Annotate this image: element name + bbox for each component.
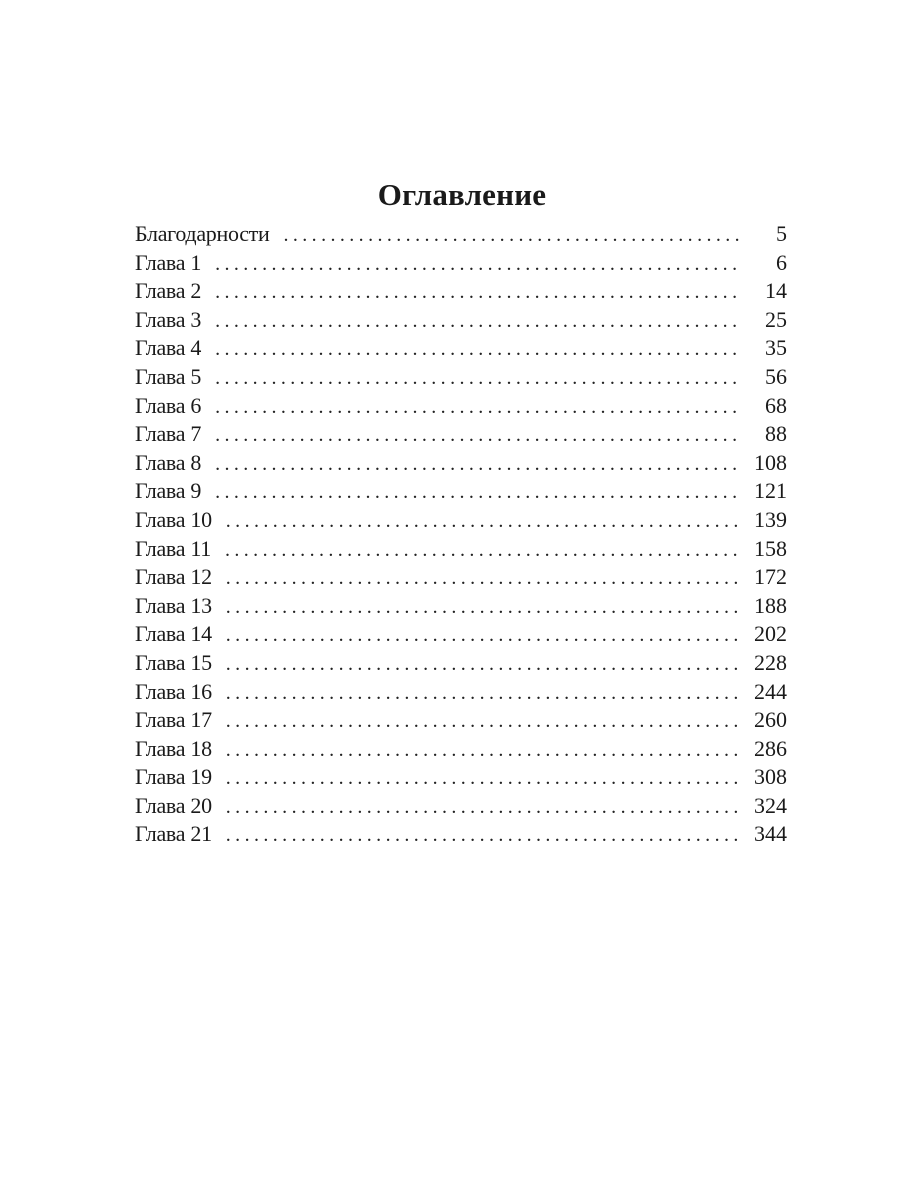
table-of-contents xyxy=(135,220,787,849)
dot-leader xyxy=(215,364,739,393)
dot-leader xyxy=(215,335,739,364)
toc-entry xyxy=(135,477,787,506)
toc-entry-page: 68 xyxy=(765,392,787,418)
toc-entry-page: 56 xyxy=(765,363,787,389)
toc-entry xyxy=(135,220,787,249)
dot-leader xyxy=(215,250,739,279)
toc-entry xyxy=(135,592,787,621)
dot-leader xyxy=(215,450,739,479)
toc-entry-label: Глава 7 xyxy=(135,421,202,447)
toc-entry-label: Глава 1 xyxy=(135,249,202,275)
toc-entry-label: Глава 18 xyxy=(135,735,212,761)
dot-leader xyxy=(226,621,739,650)
toc-entry-label: Глава 10 xyxy=(135,506,212,532)
toc-entry xyxy=(135,420,787,449)
toc-entry-page: 260 xyxy=(754,707,787,733)
dot-leader xyxy=(226,650,739,679)
toc-entry-label: Глава 4 xyxy=(135,335,202,361)
toc-entry xyxy=(135,706,787,735)
dot-leader xyxy=(226,793,739,822)
toc-entry-label: Глава 21 xyxy=(135,821,212,847)
toc-entry xyxy=(135,563,787,592)
toc-entry-page: 158 xyxy=(754,535,787,561)
toc-entry-label: Глава 3 xyxy=(135,306,202,332)
toc-entry xyxy=(135,620,787,649)
toc-entry-page: 172 xyxy=(754,564,787,590)
toc-entry xyxy=(135,649,787,678)
dot-leader xyxy=(226,564,739,593)
toc-entry-page: 244 xyxy=(754,678,787,704)
toc-entry-label: Глава 5 xyxy=(135,363,202,389)
toc-entry xyxy=(135,792,787,821)
dot-leader xyxy=(215,278,739,307)
toc-entry-page: 108 xyxy=(754,449,787,475)
toc-entry-page: 88 xyxy=(765,421,787,447)
toc-entry-label: Глава 13 xyxy=(135,592,212,618)
toc-entry-page: 35 xyxy=(765,335,787,361)
toc-entry-label: Глава 12 xyxy=(135,564,212,590)
dot-leader xyxy=(226,736,739,765)
toc-entry-label: Глава 17 xyxy=(135,707,212,733)
toc-entry-label: Глава 2 xyxy=(135,278,202,304)
dot-leader xyxy=(226,593,739,622)
toc-entry-label: Благодарности xyxy=(135,221,270,246)
toc-entry-page: 286 xyxy=(754,735,787,761)
toc-entry-label: Глава 15 xyxy=(135,649,212,675)
dot-leader xyxy=(226,707,739,736)
toc-entry-page: 6 xyxy=(776,249,787,275)
toc-entry-label: Глава 16 xyxy=(135,678,212,704)
toc-entry-page: 228 xyxy=(754,649,787,675)
toc-entry xyxy=(135,535,787,564)
toc-entry xyxy=(135,735,787,764)
page-title: Оглавление xyxy=(377,176,547,212)
dot-leader xyxy=(226,507,739,536)
toc-entry-page: 188 xyxy=(754,592,787,618)
toc-entry-page: 344 xyxy=(754,821,787,847)
toc-entry-page: 202 xyxy=(754,621,787,647)
dot-leader xyxy=(215,478,739,507)
dot-leader xyxy=(226,821,739,850)
dot-leader xyxy=(225,536,739,565)
toc-entry xyxy=(135,449,787,478)
dot-leader xyxy=(226,764,739,793)
toc-entry-label: Глава 11 xyxy=(135,535,211,561)
toc-entry-page: 25 xyxy=(765,306,787,332)
toc-entry xyxy=(135,392,787,421)
toc-entry xyxy=(135,306,787,335)
toc-entry xyxy=(135,249,787,278)
toc-entry xyxy=(135,678,787,707)
toc-entry xyxy=(135,820,787,849)
toc-entry xyxy=(135,763,787,792)
dot-leader xyxy=(215,393,739,422)
dot-leader xyxy=(226,679,739,708)
toc-entry-page: 308 xyxy=(754,764,787,790)
dot-leader xyxy=(215,421,739,450)
toc-entry-label: Глава 9 xyxy=(135,478,202,504)
toc-entry-page: 324 xyxy=(754,792,787,818)
toc-entry-label: Глава 20 xyxy=(135,792,212,818)
toc-entry-page: 139 xyxy=(754,506,787,532)
dot-leader xyxy=(283,221,739,250)
toc-entry-label: Глава 6 xyxy=(135,392,202,418)
toc-entry xyxy=(135,506,787,535)
toc-entry-page: 121 xyxy=(754,478,787,504)
toc-entry xyxy=(135,334,787,363)
dot-leader xyxy=(215,307,739,336)
toc-entry-label: Глава 8 xyxy=(135,449,202,475)
toc-entry-page: 14 xyxy=(765,278,787,304)
toc-entry-label: Глава 14 xyxy=(135,621,212,647)
toc-entry xyxy=(135,363,787,392)
toc-entry-page: 5 xyxy=(776,221,787,246)
toc-entry-label: Глава 19 xyxy=(135,764,212,790)
toc-entry xyxy=(135,277,787,306)
